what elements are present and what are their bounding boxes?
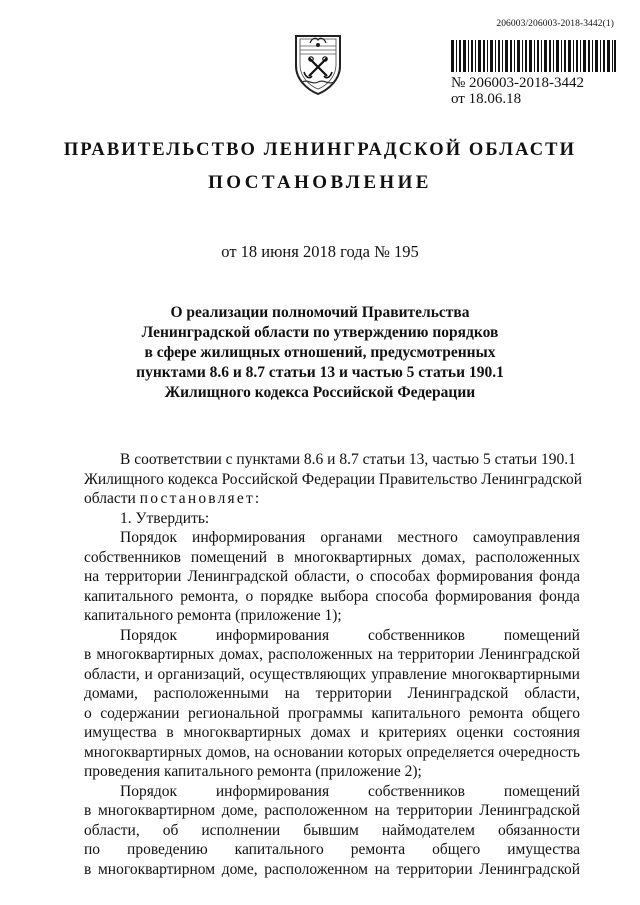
- body-word: территории: [315, 685, 392, 702]
- body-line: [84, 782, 580, 802]
- body-word: об: [162, 821, 179, 839]
- body-word: информирования: [215, 626, 330, 644]
- body-word: определяется: [406, 743, 495, 761]
- body-word: осуществляющих: [249, 665, 367, 683]
- body-word: расположенных: [268, 646, 373, 663]
- body-line: [84, 567, 580, 587]
- body-word: способа: [375, 587, 429, 605]
- body-word: на: [374, 860, 390, 878]
- body-word: Порядок: [120, 626, 177, 644]
- body-word: формирования: [436, 568, 534, 585]
- body-word: на: [377, 646, 393, 663]
- body-word: имущества: [507, 841, 580, 858]
- body-word: программы: [287, 704, 363, 722]
- body-word: имущества: [84, 724, 157, 741]
- body-word: ремонта: [468, 704, 524, 722]
- body-word: многоквартирными: [451, 665, 580, 683]
- body-word: основании: [273, 743, 344, 761]
- subject-line: Жилищного кодекса Российской Федерации: [164, 384, 476, 401]
- body-word: домах: [311, 724, 351, 741]
- body-word: доме,: [221, 802, 258, 819]
- body-line: капитального ремонта (приложение 1);: [84, 607, 342, 624]
- body-word: ремонта,: [180, 587, 239, 605]
- body-word: самоуправления: [472, 529, 580, 546]
- body-word: о: [84, 704, 92, 722]
- body-line: [84, 860, 580, 880]
- body-word: органами: [320, 529, 383, 546]
- registration-stamp: [451, 40, 616, 110]
- body-word: местного: [397, 529, 458, 546]
- body-word: многоквартирных: [84, 743, 202, 761]
- body-word: наймодателем: [381, 821, 475, 839]
- subject-line: в сфере жилищных отношений, предусмотренных: [144, 344, 496, 361]
- body-word: многоквартирном: [98, 860, 216, 878]
- body-word: проведению: [127, 841, 208, 858]
- body-word: и: [144, 665, 153, 683]
- body-word: помещений: [503, 782, 580, 800]
- decree-subject: [0, 303, 640, 403]
- body-line: [84, 723, 580, 743]
- body-word: фонда: [539, 568, 580, 585]
- body-word: на: [84, 568, 100, 585]
- body-word: состояния: [513, 724, 580, 741]
- body-word: многоквартирном: [98, 802, 216, 819]
- body-word: собственников: [367, 626, 465, 644]
- body-word: формирования: [435, 587, 532, 605]
- body-word: расположенном: [264, 802, 368, 819]
- body-word: о: [245, 587, 254, 605]
- registration-date: от 18.06.18: [451, 91, 522, 107]
- body-word: территории: [396, 802, 473, 819]
- body-line: [84, 821, 580, 841]
- body-word: домов,: [206, 743, 251, 761]
- document-reference-number: 206003/206003-2018-3442(1): [496, 19, 614, 29]
- body-word: расположенных: [475, 548, 580, 566]
- body-line: проведения капитального ремонта (приложение 2);: [84, 763, 422, 780]
- body-word: способах: [369, 568, 431, 585]
- government-title: ПРАВИТЕЛЬСТВО ЛЕНИНГРАДСКОЙ ОБЛАСТИ: [63, 140, 577, 160]
- body-word: информирования: [192, 529, 306, 546]
- body-text: области: [84, 490, 136, 507]
- body-word: капитального: [371, 704, 461, 722]
- body-word: о: [356, 568, 364, 585]
- body-word: в: [84, 802, 92, 819]
- body-word: выбора: [320, 587, 369, 605]
- body-line: [84, 587, 580, 607]
- body-word: в: [84, 646, 92, 663]
- body-line: [84, 489, 580, 509]
- decree-body: [84, 450, 583, 879]
- body-word: в: [84, 860, 92, 878]
- body-word: расположенными: [153, 685, 269, 702]
- body-word: территории: [398, 646, 475, 663]
- barcode-icon: [451, 40, 616, 72]
- body-word: которых: [347, 743, 403, 761]
- body-word: Ленинградской: [187, 568, 289, 585]
- body-word: капитального: [84, 587, 174, 605]
- body-line: В соответствии с пунктами 8.6 и 8.7 статьи 13, частью 5 статьи 190.1: [120, 451, 576, 468]
- subject-line: Ленинградской области по утверждению порядков: [141, 324, 499, 341]
- body-word: информирования: [215, 782, 330, 800]
- body-word: критериях: [378, 724, 447, 741]
- body-word: расположенном: [264, 860, 368, 878]
- body-word: Порядок: [120, 782, 177, 800]
- body-word: территории: [105, 568, 182, 585]
- body-line: [84, 626, 580, 646]
- body-word: управление: [371, 665, 447, 683]
- body-line: [84, 840, 580, 860]
- body-line: [84, 548, 580, 568]
- body-word: Ленинградской: [479, 802, 580, 819]
- body-word: обязанности: [497, 821, 580, 839]
- body-word: домах,: [421, 548, 466, 566]
- body-line: Жилищного кодекса Российской Федерации Правительство Ленинградской: [84, 470, 583, 488]
- body-word: области,: [84, 821, 140, 839]
- body-word: очередность: [498, 743, 580, 761]
- body-line: [84, 743, 580, 763]
- body-word: и: [360, 724, 369, 741]
- body-word: региональной: [187, 704, 280, 722]
- body-word: собственников: [367, 782, 465, 800]
- body-word: в: [276, 548, 285, 566]
- body-word: бывшим: [303, 821, 359, 839]
- body-word: территории: [396, 860, 473, 878]
- body-word: многоквартирных: [183, 724, 302, 741]
- subject-line: пунктами 8.6 и 8.7 статьи 13 и частью 5 статьи 190.1: [136, 364, 504, 381]
- body-word: общего: [531, 704, 580, 722]
- body-word: помещений: [503, 626, 580, 644]
- body-word: области,: [524, 685, 580, 702]
- body-line: [84, 704, 580, 724]
- body-word: на: [284, 685, 300, 702]
- body-word: общего: [432, 841, 481, 858]
- body-line: [84, 684, 580, 704]
- operative-word: постановляет:: [139, 490, 262, 507]
- body-word: по: [84, 841, 101, 858]
- body-line: 1. Утвердить:: [120, 509, 210, 527]
- body-word: порядке: [260, 587, 314, 605]
- body-word: на: [254, 743, 270, 761]
- body-word: домах,: [219, 646, 264, 663]
- body-word: в: [166, 724, 174, 741]
- body-word: организаций,: [157, 665, 245, 683]
- body-line: [84, 645, 580, 665]
- body-word: содержании: [100, 704, 180, 722]
- body-word: оценки: [456, 724, 504, 741]
- body-word: Порядок: [120, 529, 177, 546]
- body-word: ремонта: [350, 841, 406, 858]
- decree-date-number: от 18 июня 2018 года № 195: [221, 242, 419, 261]
- subject-line: О реализации полномочий Правительства: [170, 304, 470, 321]
- body-word: исполнении: [201, 821, 281, 839]
- body-line: [84, 801, 580, 821]
- body-word: помещений: [190, 548, 268, 566]
- body-word: фонда: [539, 587, 580, 605]
- body-word: на: [374, 802, 390, 819]
- body-word: Ленинградской: [479, 860, 580, 878]
- body-word: собственников: [84, 548, 181, 566]
- leningrad-oblast-coat-of-arms-icon: [290, 32, 346, 96]
- body-word: домами,: [84, 685, 138, 702]
- body-word: Ленинградской: [407, 685, 509, 702]
- body-word: области,: [294, 568, 350, 585]
- decree-title: ПОСТАНОВЛЕНИЕ: [208, 172, 432, 193]
- body-word: доме,: [221, 860, 258, 878]
- body-word: области,: [84, 665, 140, 683]
- body-word: Ленинградской: [479, 646, 580, 663]
- body-word: многоквартирных: [294, 548, 413, 566]
- body-line: [84, 528, 580, 548]
- registration-number: № 206003-2018-3442: [451, 75, 585, 91]
- body-line: [84, 665, 580, 685]
- body-word: многоквартирных: [96, 646, 215, 663]
- body-word: капитального: [234, 841, 324, 858]
